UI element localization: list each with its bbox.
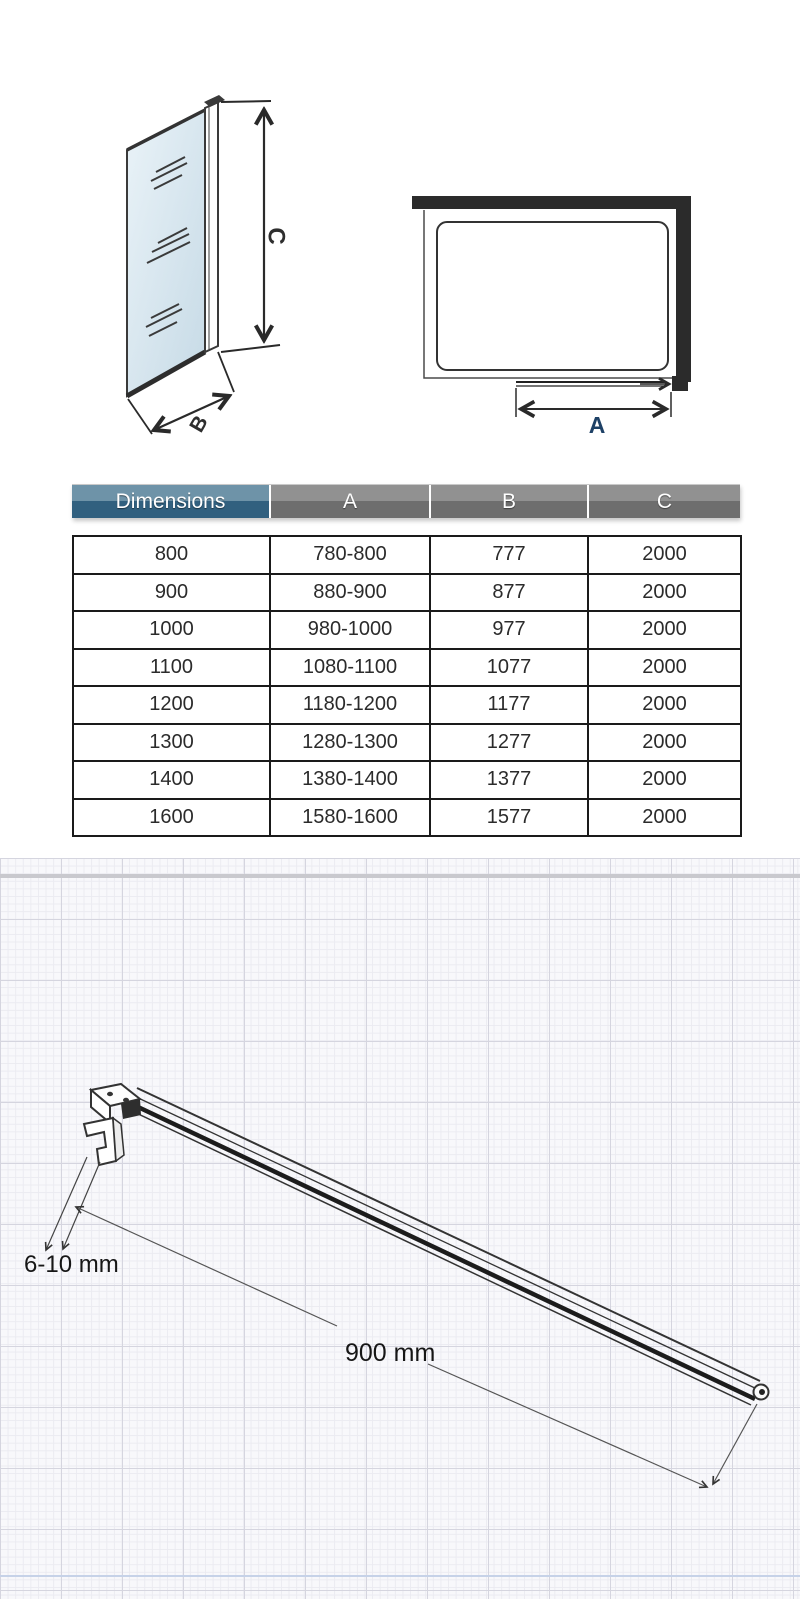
table-cell: 2000 xyxy=(588,649,741,687)
glass-slot xyxy=(84,1118,116,1165)
table-cell: 980-1000 xyxy=(270,611,430,649)
table-cell: 1377 xyxy=(430,761,588,799)
table-row xyxy=(73,761,741,799)
table-cell: 1000 xyxy=(73,611,270,649)
bar-end-screw xyxy=(759,1389,765,1395)
table-cell: 900 xyxy=(73,574,270,612)
dimension-a xyxy=(516,388,671,438)
table-cell: 1200 xyxy=(73,686,270,724)
dimension-a-label: A xyxy=(588,412,606,438)
table-cell: 977 xyxy=(430,611,588,649)
table-row xyxy=(73,574,741,612)
table-cell: 1280-1300 xyxy=(270,724,430,762)
top-view-diagram xyxy=(412,196,691,438)
wall-profile xyxy=(205,102,218,352)
table-cell: 1600 xyxy=(73,799,270,837)
table-cell: 2000 xyxy=(588,536,741,574)
bar-length-label: 900 mm xyxy=(345,1339,436,1367)
table-cell: 1380-1400 xyxy=(270,761,430,799)
table-cell: 2000 xyxy=(588,611,741,649)
clamp-screw xyxy=(107,1092,113,1096)
dimension-c xyxy=(221,101,290,352)
dimension-b-label: B xyxy=(185,411,213,437)
table-cell: 1100 xyxy=(73,649,270,687)
table-cell: 2000 xyxy=(588,574,741,612)
header-cell-a: A xyxy=(269,485,429,518)
glass-thickness-label: 6-10 mm xyxy=(24,1251,119,1278)
table-cell: 1180-1200 xyxy=(270,686,430,724)
side-view-diagram xyxy=(127,95,290,436)
table-row xyxy=(73,686,741,724)
dimension-c-label: C xyxy=(262,227,290,245)
table-cell: 1077 xyxy=(430,649,588,687)
clamp-screw xyxy=(123,1098,129,1102)
table-cell: 2000 xyxy=(588,724,741,762)
support-bar xyxy=(132,1088,769,1405)
table-cell: 1400 xyxy=(73,761,270,799)
shower-tray xyxy=(437,222,668,370)
table-cell: 800 xyxy=(73,536,270,574)
spec-table-header xyxy=(72,484,740,518)
table-cell: 880-900 xyxy=(270,574,430,612)
wall-top xyxy=(412,196,689,209)
table-cell: 2000 xyxy=(588,686,741,724)
table-cell: 1177 xyxy=(430,686,588,724)
header-cell-dimensions: Dimensions xyxy=(72,485,269,518)
table-row xyxy=(73,649,741,687)
table-cell: 1300 xyxy=(73,724,270,762)
table-cell: 2000 xyxy=(588,799,741,837)
table-cell: 780-800 xyxy=(270,536,430,574)
table-row xyxy=(73,536,741,574)
dimension-glass-thickness xyxy=(24,1157,119,1278)
table-cell: 1080-1100 xyxy=(270,649,430,687)
support-bar-diagram xyxy=(0,858,800,1599)
table-cell: 1577 xyxy=(430,799,588,837)
wall-bracket xyxy=(672,376,688,391)
table-cell: 1277 xyxy=(430,724,588,762)
table-row xyxy=(73,799,741,837)
table-row xyxy=(73,611,741,649)
panel-diagrams xyxy=(0,0,800,470)
dimension-bar-length xyxy=(76,1207,757,1487)
header-cell-b: B xyxy=(429,485,587,518)
table-row xyxy=(73,724,741,762)
spec-table xyxy=(72,535,742,837)
table-cell: 2000 xyxy=(588,761,741,799)
table-cell: 777 xyxy=(430,536,588,574)
header-cell-c: C xyxy=(587,485,740,518)
support-bar-section xyxy=(0,858,800,1599)
table-cell: 1580-1600 xyxy=(270,799,430,837)
table-cell: 877 xyxy=(430,574,588,612)
wall-right xyxy=(676,196,691,382)
glass-clamp xyxy=(84,1084,141,1165)
